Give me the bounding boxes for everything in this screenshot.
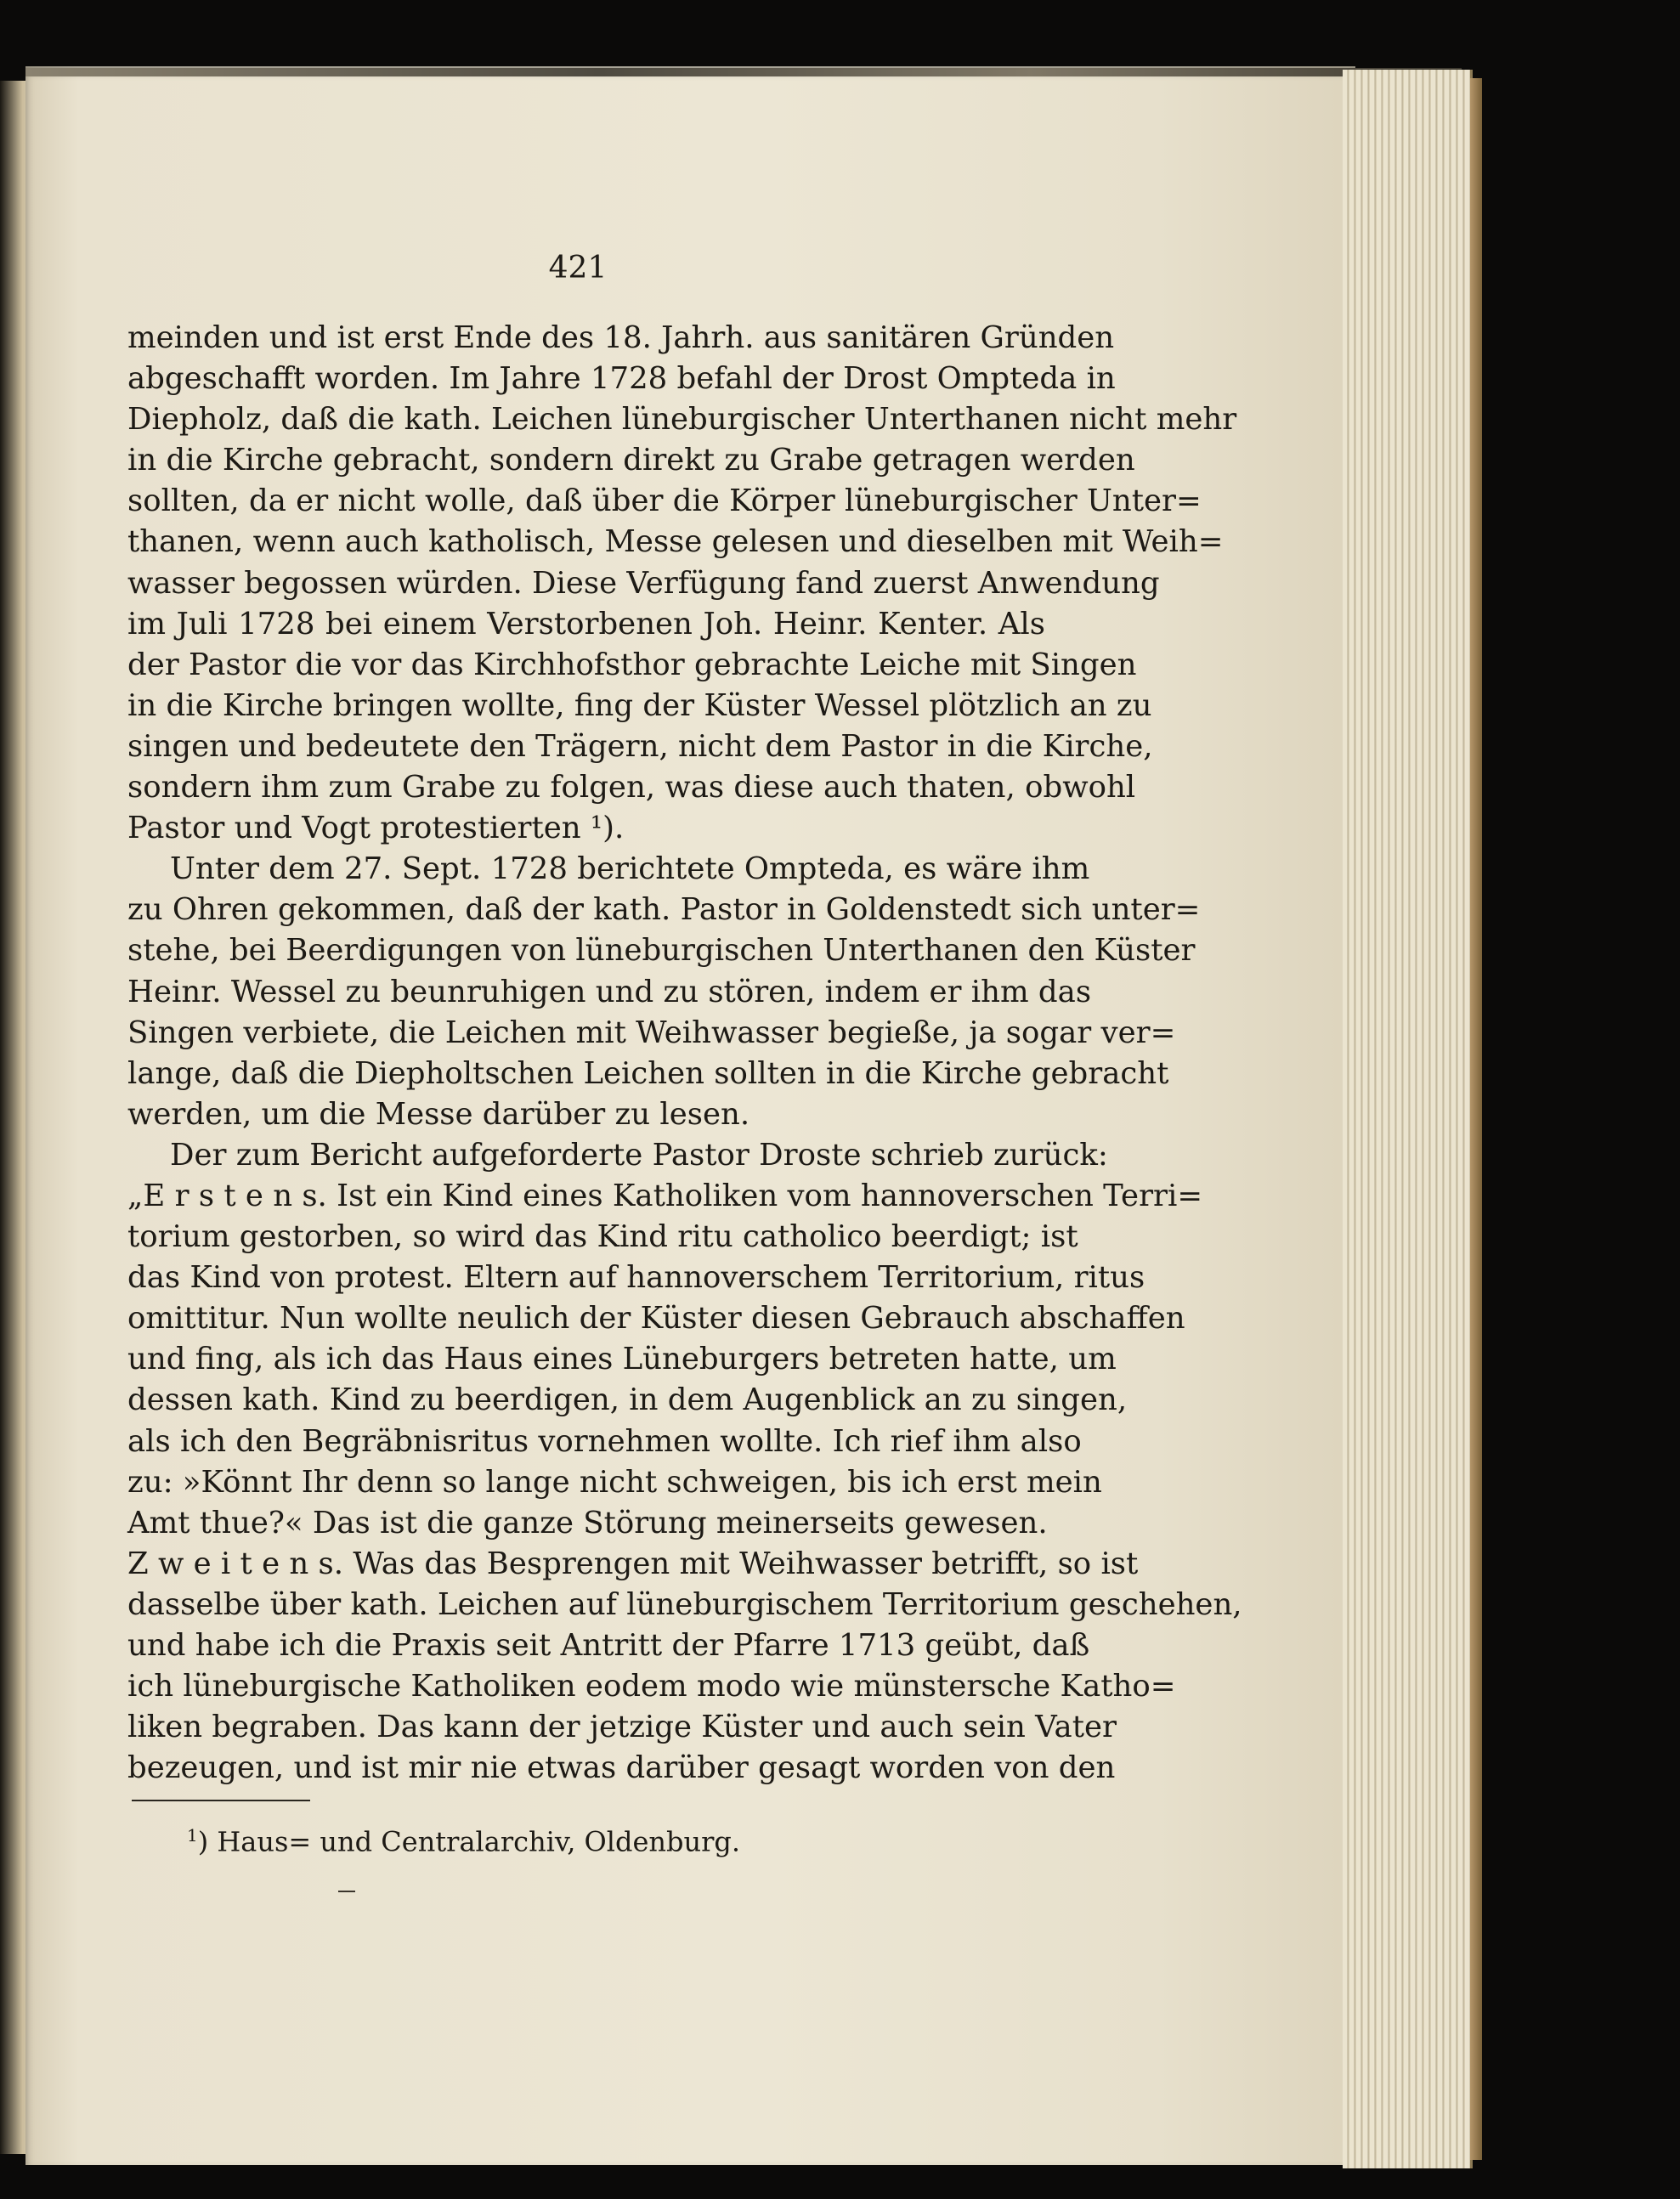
text-line: bezeugen, und ist mir nie etwas darüber gesagt worden von den [127,1750,1116,1786]
page-top-edge [25,68,1462,76]
print-mark [338,1891,355,1892]
text-line: Der zum Bericht aufgeforderte Pastor Droste schrieb zurück: [170,1137,1108,1173]
text-line: der Pastor die vor das Kirchhofsthor gebrachte Leiche mit Singen [127,647,1137,682]
text-line: zu Ohren gekommen, daß der kath. Pastor in Goldenstedt sich unter= [127,892,1201,928]
text-line: im Juli 1728 bei einem Verstorbenen Joh. Heinr. Kenter. Als [127,606,1045,642]
text-line: Unter dem 27. Sept. 1728 berichtete Ompteda, es wäre ihm [170,851,1090,887]
text-line: lange, daß die Diepholtschen Leichen sollten in die Kirche gebracht [127,1055,1169,1091]
text-line: Diepholz, daß die kath. Leichen lüneburgischer Unterthanen nicht mehr [127,402,1237,438]
text-line: omittitur. Nun wollte neulich der Küster diesen Gebrauch abschaffen [127,1301,1185,1337]
text-line: sondern ihm zum Grabe zu folgen, was diese auch thaten, obwohl [127,770,1136,806]
text-line: singen und bedeutete den Trägern, nicht dem Pastor in die Kirche, [127,728,1153,764]
text-line: Z w e i t e n s. Was das Besprengen mit Weihwasser betrifft, so ist [127,1546,1139,1581]
footnote [187,1818,867,1859]
text-line: thanen, wenn auch katholisch, Messe gelesen und dieselben mit Weih= [127,524,1224,560]
footnote-text: ) Haus= und Centralarchiv, Oldenburg. [197,1825,741,1858]
text-line: Heinr. Wessel zu beunruhigen und zu stören, indem er ihm das [127,974,1092,1009]
text-line: ich lüneburgische Katholiken eodem modo wie münstersche Katho= [127,1669,1176,1704]
book-cover-edge [1470,78,1482,2160]
text-line: dasselbe über kath. Leichen auf lüneburgischem Territorium geschehen, [127,1586,1242,1622]
text-line: in die Kirche gebracht, sondern direkt zu Grabe getragen werden [127,443,1135,478]
text-line: als ich den Begräbnisritus vornehmen wollte. Ich rief ihm also [127,1423,1082,1459]
page-number: 421 [548,251,608,285]
text-line: zu: »Könnt Ihr denn so lange nicht schweigen, bis ich erst mein [127,1464,1102,1500]
text-line: und habe ich die Praxis seit Antritt der Pfarre 1713 geübt, daß [127,1628,1090,1663]
text-line: das Kind von protest. Eltern auf hannoverschem Territorium, ritus [127,1260,1145,1296]
text-line: meinden und ist erst Ende des 18. Jahrh. aus sanitären Gründen [127,320,1115,355]
text-line: Singen verbiete, die Leichen mit Weihwasser begieße, ja sogar ver= [127,1015,1176,1050]
text-line: wasser begossen würden. Diese Verfügung fand zuerst Anwendung [127,565,1160,601]
text-line: „E r s t e n s. Ist ein Kind eines Katholiken vom hannoverschen Terri= [127,1178,1203,1213]
footnote-divider [132,1800,310,1801]
text-line: sollten, da er nicht wolle, daß über die Körper lüneburgischer Unter= [127,483,1202,519]
body-text [127,318,1242,1789]
page-stack-edge [1343,70,1473,2168]
text-line: abgeschafft worden. Im Jahre 1728 befahl der Drost Ompteda in [127,361,1116,397]
text-line: in die Kirche bringen wollte, fing der Küster Wessel plötzlich an zu [127,687,1152,723]
text-line: werden, um die Messe darüber zu lesen. [127,1096,750,1132]
text-line: torium gestorben, so wird das Kind ritu catholico beerdigt; ist [127,1219,1078,1255]
text-line: und fing, als ich das Haus eines Lüneburgers betreten hatte, um [127,1342,1117,1377]
text-line: Pastor und Vogt protestierten ¹). [127,811,625,846]
footnote-marker: 1 [187,1825,198,1846]
text-line: Amt thue?« Das ist die ganze Störung meinerseits gewesen. [127,1505,1048,1540]
text-line: liken begraben. Das kann der jetzige Küster und auch sein Vater [127,1710,1117,1745]
text-line: stehe, bei Beerdigungen von lüneburgischen Unterthanen den Küster [127,933,1196,969]
text-line: dessen kath. Kind zu beerdigen, in dem Augenblick an zu singen, [127,1382,1128,1418]
